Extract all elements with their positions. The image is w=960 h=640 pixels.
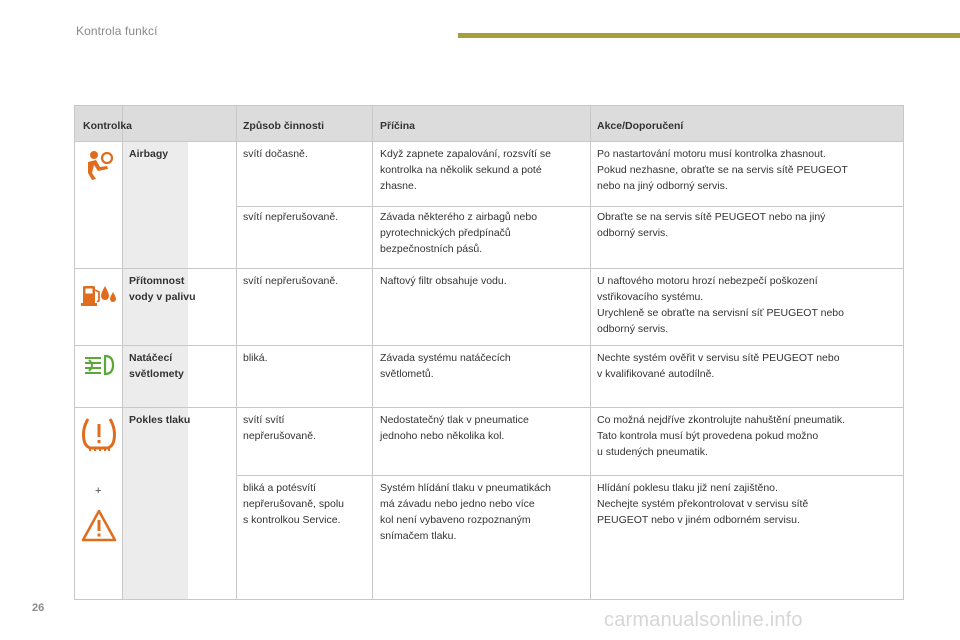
text-line: bezpečnostních pásů. — [380, 243, 483, 255]
action-cell — [597, 209, 901, 241]
column-header: Akce/Doporučení — [597, 120, 684, 132]
text-line: Co možná nejdříve zkontrolujte nahuštění pneumatik. — [597, 414, 846, 426]
label-cell — [129, 273, 234, 305]
text-line: jednoho nebo několika kol. — [380, 430, 505, 442]
label-line: Přítomnost — [129, 275, 185, 287]
text-line: Urychleně se obraťte na servisní síť PEUGEOT nebo — [597, 307, 844, 319]
row-divider — [74, 407, 904, 408]
text-line: Obraťte se na servis sítě PEUGEOT nebo na jiný — [597, 211, 826, 223]
text-line: kol není vybaveno rozpoznaným — [380, 514, 531, 526]
text-line: Naftový filtr obsahuje vodu. — [380, 275, 507, 287]
action-cell — [597, 480, 901, 528]
text-line: vstřikovacího systému. — [597, 291, 704, 303]
text-line: svítí nepřerušovaně. — [243, 275, 339, 287]
cause-cell — [380, 209, 588, 257]
table-border-bottom — [74, 599, 904, 600]
text-line: snímačem tlaku. — [380, 530, 457, 542]
text-line: svítí nepřerušovaně. — [243, 211, 339, 223]
header-divider — [74, 141, 904, 142]
header-accent-bar — [458, 33, 960, 38]
action-cell — [597, 412, 901, 460]
text-line: Systém hlídání tlaku v pneumatikách — [380, 482, 552, 494]
mode-cell — [243, 146, 371, 162]
text-line: v kvalifikované autodílně. — [597, 368, 715, 380]
text-line: kontrolka na několik sekund a poté — [380, 164, 542, 176]
column-header: Způsob činnosti — [243, 120, 325, 132]
airbag-warning-icon — [83, 149, 115, 181]
label-cell — [129, 412, 234, 428]
row-divider — [236, 475, 904, 476]
text-line: s kontrolkou Service. — [243, 514, 341, 526]
text-line: Pokud nezhasne, obraťte se na servis sítě PEUGEOT — [597, 164, 848, 176]
text-line: světlometů. — [380, 368, 434, 380]
text-line: zhasne. — [380, 180, 417, 192]
text-line: bliká a potésvítí — [243, 482, 316, 494]
icon-plus-sign: + — [95, 485, 102, 497]
cause-cell — [380, 350, 588, 382]
label-line: Pokles tlaku — [129, 414, 191, 426]
text-line: bliká. — [243, 352, 268, 364]
cause-cell — [380, 480, 588, 544]
cause-cell — [380, 273, 588, 289]
mode-cell — [243, 273, 371, 289]
label-line: světlomety — [129, 368, 184, 380]
row-divider — [74, 345, 904, 346]
text-line: odborný servis. — [597, 323, 669, 335]
text-line: svítí svítí — [243, 414, 285, 426]
cause-cell — [380, 146, 588, 194]
mode-cell — [243, 480, 371, 528]
text-line: svítí dočasně. — [243, 148, 308, 160]
text-line: U naftového motoru hrozí nebezpečí poškození — [597, 275, 818, 287]
warning-triangle-icon — [81, 509, 117, 543]
text-line: u studených pneumatik. — [597, 446, 708, 458]
table-header-row — [74, 105, 904, 141]
text-line: Po nastartování motoru musí kontrolka zhasnout. — [597, 148, 826, 160]
column-header: Příčina — [380, 120, 416, 132]
text-line: Nechejte systém překontrolovat v servisu sítě — [597, 498, 809, 510]
tyre-pressure-icon — [80, 416, 118, 452]
column-header: Kontrolka — [83, 120, 133, 132]
row-divider — [236, 206, 904, 207]
cause-cell — [380, 412, 588, 444]
text-line: má závadu nebo jedno nebo více — [380, 498, 535, 510]
label-line: vody v palivu — [129, 291, 196, 303]
action-cell — [597, 146, 901, 194]
action-cell — [597, 350, 901, 382]
table-border-left — [74, 105, 75, 600]
text-line: odborný servis. — [597, 227, 669, 239]
text-line: Závada některého z airbagů nebo — [380, 211, 538, 223]
text-line: PEUGEOT nebo v jiném odborném servisu. — [597, 514, 800, 526]
label-line: Natáčecí — [129, 352, 173, 364]
section-title: Kontrola funkcí — [76, 24, 158, 38]
row-divider — [74, 268, 904, 269]
directional-headlamps-icon — [83, 354, 115, 376]
text-line: nepřerušovaně, spolu — [243, 498, 344, 510]
text-line: nepřerušovaně. — [243, 430, 316, 442]
text-line: Závada systému natáčecích — [380, 352, 511, 364]
text-line: nebo na jiný odborný servis. — [597, 180, 728, 192]
column-divider — [372, 105, 373, 600]
watermark: carmanualsonline.info — [604, 609, 803, 631]
text-line: Hlídání poklesu tlaku již není zajištěno. — [597, 482, 778, 494]
action-cell — [597, 273, 901, 337]
text-line: Když zapnete zapalování, rozsvítí se — [380, 148, 552, 160]
mode-cell — [243, 350, 371, 366]
table-border-right — [903, 105, 904, 600]
text-line: Nechte systém ověřit v servisu sítě PEUGEOT nebo — [597, 352, 840, 364]
label-cell — [129, 146, 234, 162]
page-number: 26 — [32, 602, 45, 614]
water-in-fuel-icon — [81, 282, 117, 308]
mode-cell — [243, 412, 371, 444]
mode-cell — [243, 209, 371, 225]
table-border-top — [74, 105, 904, 106]
warning-lights-table — [74, 105, 904, 600]
column-divider — [236, 105, 237, 600]
column-divider — [590, 105, 591, 600]
text-line: Nedostatečný tlak v pneumatice — [380, 414, 529, 426]
column-divider — [122, 105, 123, 600]
text-line: Tato kontrola musí být provedena pokud možno — [597, 430, 819, 442]
text-line: pyrotechnických předpínačů — [380, 227, 511, 239]
label-cell — [129, 350, 234, 382]
label-line: Airbagy — [129, 148, 169, 160]
